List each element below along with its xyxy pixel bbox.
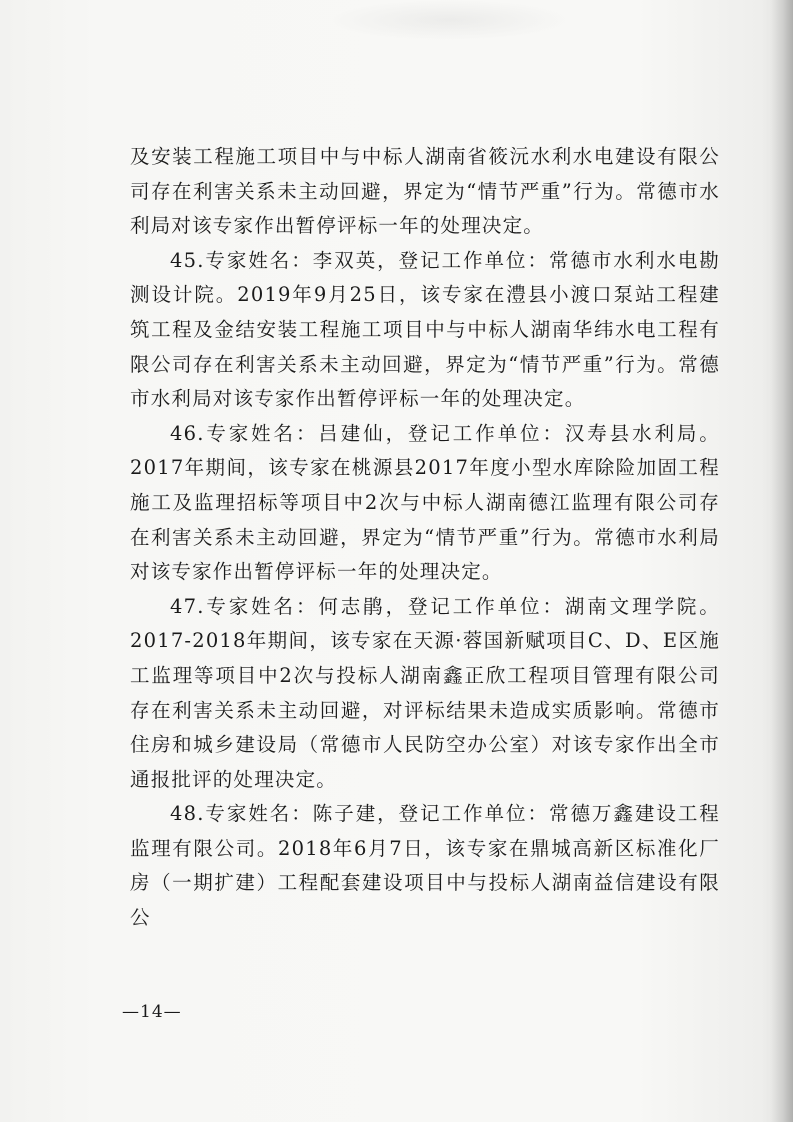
scan-smudge	[330, 0, 570, 40]
paragraph-item-46: 46.专家姓名：吕建仙，登记工作单位：汉寿县水利局。2017年期间，该专家在桃源县2017年度小型水库除险加固工程施工及监理招标等项目中2次与中标人湖南德江监理有限公司存在利害关系未主动回避，界定为“情节严重”行为。常德市水利局对该专家作出暂停评标一年的处理决定。	[130, 421, 720, 584]
paragraph-item-47: 47.专家姓名：何志鹃，登记工作单位：湖南文理学院。2017-2018年期间，该专家在天源·蓉国新赋项目C、D、E区施工监理等项目中2次与投标人湖南鑫正欣工程项目管理有限公司存在利害关系未主动回避，对评标结果未造成实质影响。常德市住房和城乡建设局（常德市人民防空办公室）对该专家作出全市通报批评的处理决定。	[130, 594, 720, 791]
scan-page-edge-shadow	[771, 0, 793, 1122]
paragraph-item-48: 48.专家姓名：陈子建，登记工作单位：常德万鑫建设工程监理有限公司。2018年6月7日，该专家在鼎城高新区标准化厂房（一期扩建）工程配套建设项目中与投标人湖南益信建设有限公	[130, 802, 720, 930]
paragraph-continuation: 及安装工程施工项目中与中标人湖南省筱沅水利水电建设有限公司存在利害关系未主动回避，界定为“情节严重”行为。常德市水利局对该专家作出暂停评标一年的处理决定。	[130, 145, 720, 238]
paragraph-item-45: 45.专家姓名：李双英，登记工作单位：常德市水利水电勘测设计院。2019年9月25日，该专家在澧县小渡口泵站工程建筑工程及金结安装工程施工项目中与中标人湖南华纬水电工程有限公司存在利害关系未主动回避，界定为“情节严重”行为。常德市水利局对该专家作出暂停评标一年的处理决定。	[130, 248, 720, 411]
page-number: —14—	[122, 1002, 182, 1022]
document-body	[130, 140, 720, 936]
